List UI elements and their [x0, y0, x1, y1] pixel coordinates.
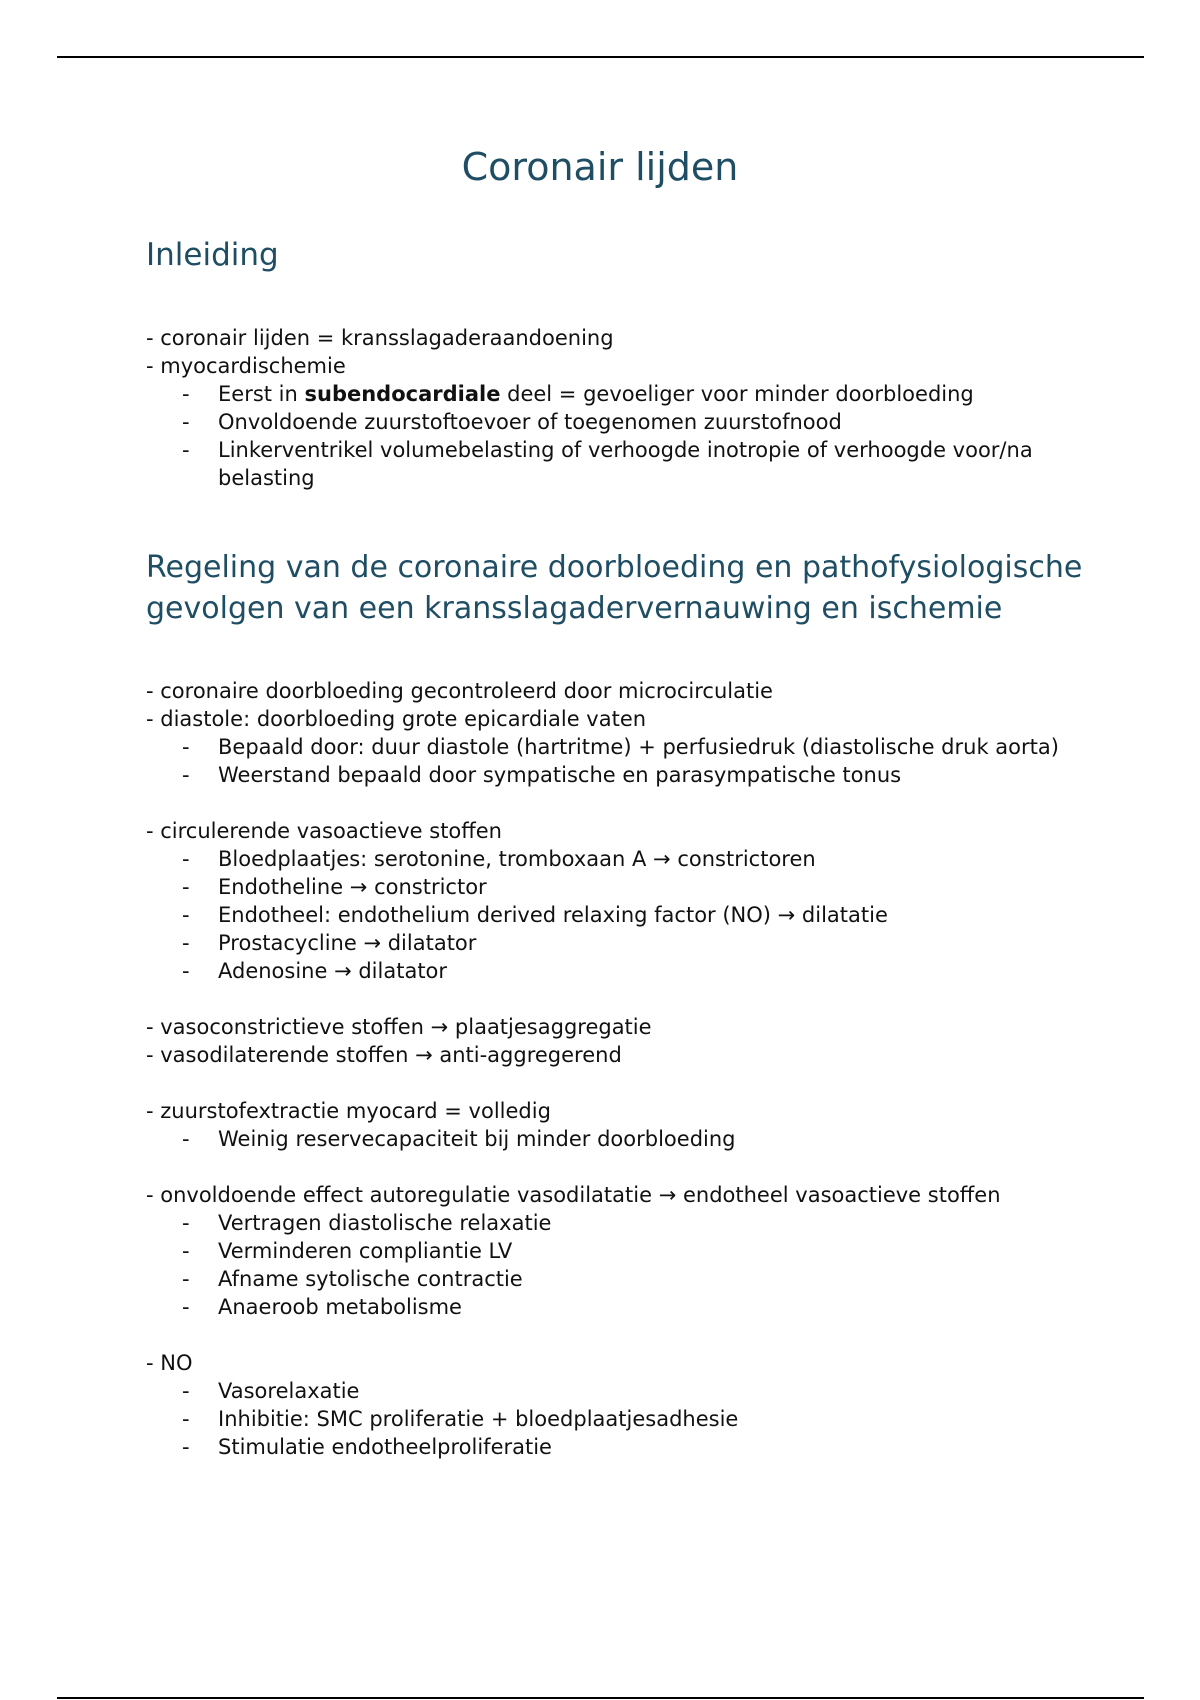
spacer [146, 1153, 1086, 1181]
sub-list-item: - Adenosine → dilatator [146, 957, 1086, 985]
sub-list-item: - Weinig reservecapaciteit bij minder doorbloeding [146, 1125, 1086, 1153]
sub-list [146, 1125, 1086, 1153]
sub-list [146, 845, 1086, 985]
sub-list-item: - Bloedplaatjes: serotonine, tromboxaan A → constrictoren [146, 845, 1086, 873]
list-item: - zuurstofextractie myocard = volledig [146, 1099, 551, 1123]
list-item: - diastole: doorbloeding grote epicardiale vaten [146, 707, 647, 731]
sub-list [146, 1209, 1086, 1321]
text-segment: deel = gevoeliger voor minder doorbloeding [500, 382, 974, 406]
bold-term: subendocardiale [304, 382, 501, 406]
list-item: - myocardischemie [146, 354, 346, 378]
list-item: - vasodilaterende stoffen → anti-aggregerend [146, 1043, 622, 1067]
text-segment: Eerst in [218, 382, 305, 406]
sub-list-item: - Linkerventrikel volumebelasting of verhoogde inotropie of verhoogde voor/na belasting [146, 436, 1086, 492]
list-item: - circulerende vasoactieve stoffen [146, 819, 502, 843]
sub-list [146, 1377, 1086, 1461]
footer-rule [57, 1697, 1144, 1699]
sub-list-item: - Anaeroob metabolisme [146, 1293, 1086, 1321]
document-body [146, 234, 1086, 1461]
sub-list-item: - Endotheel: endothelium derived relaxing factor (NO) → dilatatie [146, 901, 1086, 929]
sub-list-item: - Endotheline → constrictor [146, 873, 1086, 901]
sub-list-item: - Verminderen compliantie LV [146, 1237, 1086, 1265]
list-item: - onvoldoende effect autoregulatie vasodilatatie → endotheel vasoactieve stoffen [146, 1183, 1001, 1207]
sub-list-item: - Afname sytolische contractie [146, 1265, 1086, 1293]
sub-list-item: - Inhibitie: SMC proliferatie + bloedplaatjesadhesie [146, 1405, 1086, 1433]
spacer [146, 1069, 1086, 1097]
section-heading-inleiding: Inleiding [146, 237, 279, 273]
sub-list-item: - Vertragen diastolische relaxatie [146, 1209, 1086, 1237]
list-item: - NO [146, 1351, 193, 1375]
sub-list [146, 380, 1086, 492]
header-rule [57, 56, 1144, 58]
list-item: - coronaire doorbloeding gecontroleerd door microcirculatie [146, 679, 773, 703]
sub-list-item: - Prostacycline → dilatator [146, 929, 1086, 957]
sub-list-item: - Weerstand bepaald door sympatische en parasympatische tonus [146, 761, 1086, 789]
sub-list [146, 733, 1086, 789]
list-item: - coronair lijden = kransslagaderaandoening [146, 326, 614, 350]
sub-list-item [146, 380, 1086, 408]
list-item: - vasoconstrictieve stoffen → plaatjesaggregatie [146, 1015, 652, 1039]
spacer [146, 789, 1086, 817]
spacer [146, 985, 1086, 1013]
sub-list-item: - Bepaald door: duur diastole (hartritme) + perfusiedruk (diastolische druk aorta) [146, 733, 1086, 761]
page-title: Coronair lijden [461, 145, 739, 189]
sub-list-item: - Onvoldoende zuurstoftoevoer of toegenomen zuurstofnood [146, 408, 1086, 436]
sub-list-item: - Vasorelaxatie [146, 1377, 1086, 1405]
section-heading-regeling: Regeling van de coronaire doorbloeding en pathofysiologische gevolgen van een kransslagadervernauwing en ischemie [146, 550, 1083, 626]
spacer [146, 1321, 1086, 1349]
sub-list-item: - Stimulatie endotheelproliferatie [146, 1433, 1086, 1461]
